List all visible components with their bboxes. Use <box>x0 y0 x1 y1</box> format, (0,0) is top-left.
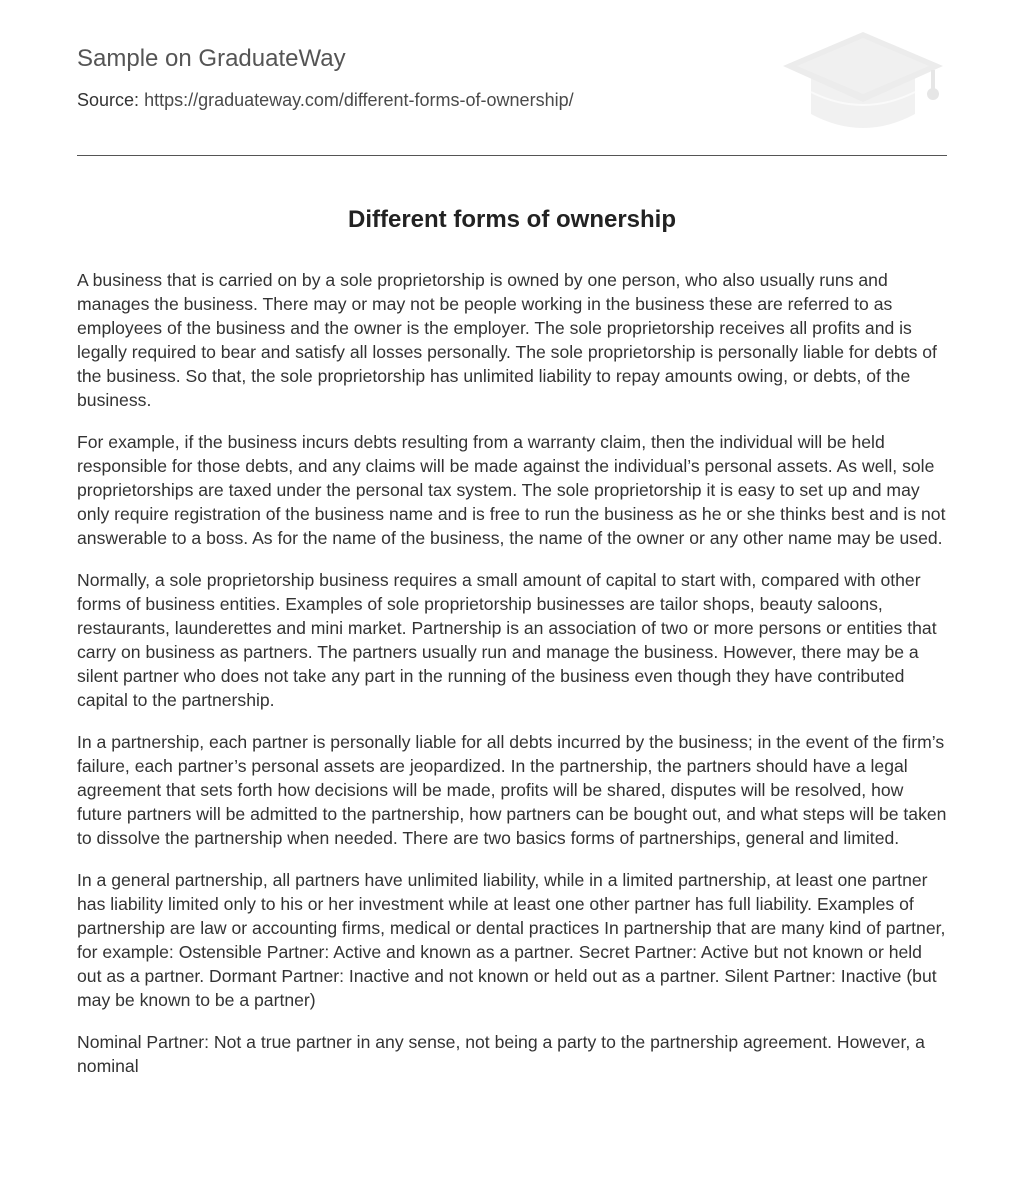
paragraph: In a partnership, each partner is personally liable for all debts incurred by the business; in the event of the firm’s failure, each partner’s personal assets are jeopardized. In the partnership, the partners should have a legal agreement that sets forth how decisions will be made, profits will be shared, disputes will be resolved, how future partners will be admitted to the partnership, how partners can be bought out, and what steps will be taken to dissolve the partnership when needed. There are two basics forms of partnerships, general and limited. <box>77 732 947 848</box>
graduation-cap-icon <box>779 30 947 134</box>
header-divider <box>77 155 947 156</box>
paragraph: In a general partnership, all partners have unlimited liability, while in a limited partnership, at least one partner has liability limited only to his or her investment while at least one other partner has full liability. Examples of partnership are law or accounting firms, medical or dental practices In partnership that are many kind of partner, for example: Ostensible Partner: Active and known as a partner. Secret Partner: Active but not known or held out as a partner. Dormant Partner: Inactive and not known or held out as a partner. Silent Partner: Inactive (but may be known to be a partner) <box>77 870 946 1010</box>
page-header <box>77 0 947 156</box>
site-title: Sample on GraduateWay <box>77 45 346 72</box>
article-body <box>77 268 951 1096</box>
paragraph: Nominal Partner: Not a true partner in any sense, not being a party to the partnership agreement. However, a nominal <box>77 1032 925 1076</box>
source-link[interactable]: https://graduateway.com/different-forms-of-ownership/ <box>144 90 574 110</box>
paragraph: For example, if the business incurs debts resulting from a warranty claim, then the individual will be held responsible for those debts, and any claims will be made against the individual’s personal assets. As well, sole proprietorships are taxed under the personal tax system. The sole proprietorship it is easy to set up and may only require registration of the business name and is free to run the business as he or she thinks best and is not answerable to a boss. As for the name of the business, the name of the owner or any other name may be used. <box>77 432 946 548</box>
source-label: Source: <box>77 90 140 110</box>
document-title: Different forms of ownership <box>347 206 677 233</box>
paragraph: Normally, a sole proprietorship business requires a small amount of capital to start with, compared with other forms of business entities. Examples of sole proprietorship businesses are tailor shops, beauty saloons, restaurants, launderettes and mini market. Partnership is an association of two or more persons or entities that carry on business as partners. The partners usually run and manage the business. However, there may be a silent partner who does not take any part in the running of the business even though they have contributed capital to the partnership. <box>77 570 937 710</box>
source-line <box>77 89 574 111</box>
paragraph: A business that is carried on by a sole proprietorship is owned by one person, who also usually runs and manages the business. There may or may not be people working in the business these are referred to as employees of the business and the owner is the employer. The sole proprietorship receives all profits and is legally required to bear and satisfy all losses personally. The sole proprietorship is personally liable for debts of the business. So that, the sole proprietorship has unlimited liability to repay amounts owing, or debts, of the business. <box>77 270 937 410</box>
